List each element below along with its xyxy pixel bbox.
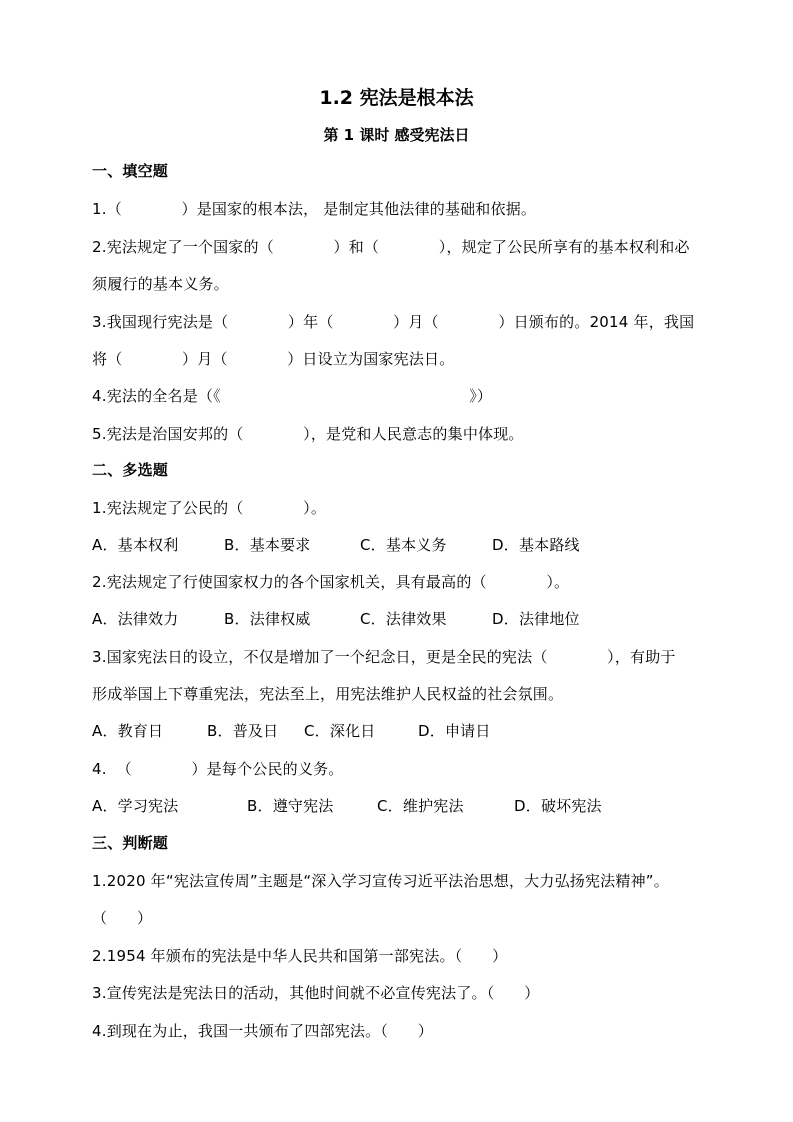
mc-q4-options (92, 793, 602, 819)
tf-q1-line1: 1.2020 年“宪法宣传周”主题是“深入学习宣传习近平法治思想，大力弘扬宪法精神”。 (92, 872, 669, 890)
mc-q3-option-b: B．普及日 (207, 722, 279, 740)
mc-q3-line1: 3.国家宪法日的设立，不仅是增加了一个纪念日，更是全民的宪法（ ），有助于 (92, 648, 676, 666)
mc-q3-option-a: A．教育日 (92, 722, 164, 740)
page-title: 1.2 宪法是根本法 (319, 87, 474, 109)
mc-q2-options (92, 606, 580, 632)
tf-q4: 4.到现在为止，我国一共颁布了四部宪法。（ ） (92, 1022, 434, 1040)
tf-q2: 2.1954 年颁布的宪法是中华人民共和国第一部宪法。（ ） (92, 947, 508, 965)
mc-q2-option-d: D．法律地位 (492, 610, 580, 628)
fill-blank-q3-line2: 将（ ）月（ ）日设立为国家宪法日。 (92, 350, 455, 368)
mc-q1: 1.宪法规定了公民的（ ）。 (92, 499, 327, 517)
mc-q3-line2: 形成举国上下尊重宪法，宪法至上，用宪法维护人民权益的社会氛围。 (92, 685, 564, 703)
mc-q4-option-d: D．破坏宪法 (514, 797, 602, 815)
fill-blank-q4: 4.宪法的全名是（《 》） (92, 387, 493, 405)
mc-q2: 2.宪法规定了行使国家权力的各个国家机关，具有最高的（ ）。 (92, 573, 570, 591)
mc-q1-options (92, 532, 580, 558)
page-subtitle: 第 1 课时 感受宪法日 (323, 126, 470, 144)
mc-q4: 4. （ ）是每个公民的义务。 (92, 760, 344, 778)
mc-q1-option-b: B．基本要求 (224, 536, 311, 554)
section-heading-true-false: 三、判断题 (92, 834, 169, 852)
fill-blank-q3-line1: 3.我国现行宪法是（ ）年（ ）月（ ）日颁布的。2014 年，我国 (92, 313, 695, 331)
mc-q1-option-d: D．基本路线 (492, 536, 580, 554)
section-heading-fill-blank: 一、填空题 (92, 162, 169, 180)
mc-q4-option-b: B．遵守宪法 (247, 797, 334, 815)
fill-blank-q2-line1: 2.宪法规定了一个国家的（ ）和（ ），规定了公民所享有的基本权利和必 (92, 238, 690, 256)
fill-blank-q2-line2: 须履行的基本义务。 (92, 275, 229, 293)
mc-q3-option-d: D．申请日 (418, 722, 491, 740)
fill-blank-q5: 5.宪法是治国安邦的（ ），是党和人民意志的集中体现。 (92, 425, 524, 443)
mc-q4-option-c: C．维护宪法 (377, 797, 464, 815)
tf-q1-line2: （ ） (92, 909, 153, 927)
mc-q4-option-a: A．学习宪法 (92, 797, 179, 815)
mc-q2-option-a: A．法律效力 (92, 610, 179, 628)
mc-q2-option-b: B．法律权威 (224, 610, 311, 628)
mc-q1-option-a: A．基本权利 (92, 536, 179, 554)
mc-q2-option-c: C．法律效果 (360, 610, 447, 628)
mc-q3-options (92, 718, 491, 744)
mc-q3-option-c: C．深化日 (304, 722, 376, 740)
mc-q1-option-c: C．基本义务 (360, 536, 447, 554)
tf-q3: 3.宣传宪法是宪法日的活动，其他时间就不必宣传宪法了。（ ） (92, 984, 540, 1002)
fill-blank-q1: 1.（ ）是国家的根本法， 是制定其他法律的基础和依据。 (92, 200, 537, 218)
section-heading-multiple-choice: 二、多选题 (92, 461, 169, 479)
